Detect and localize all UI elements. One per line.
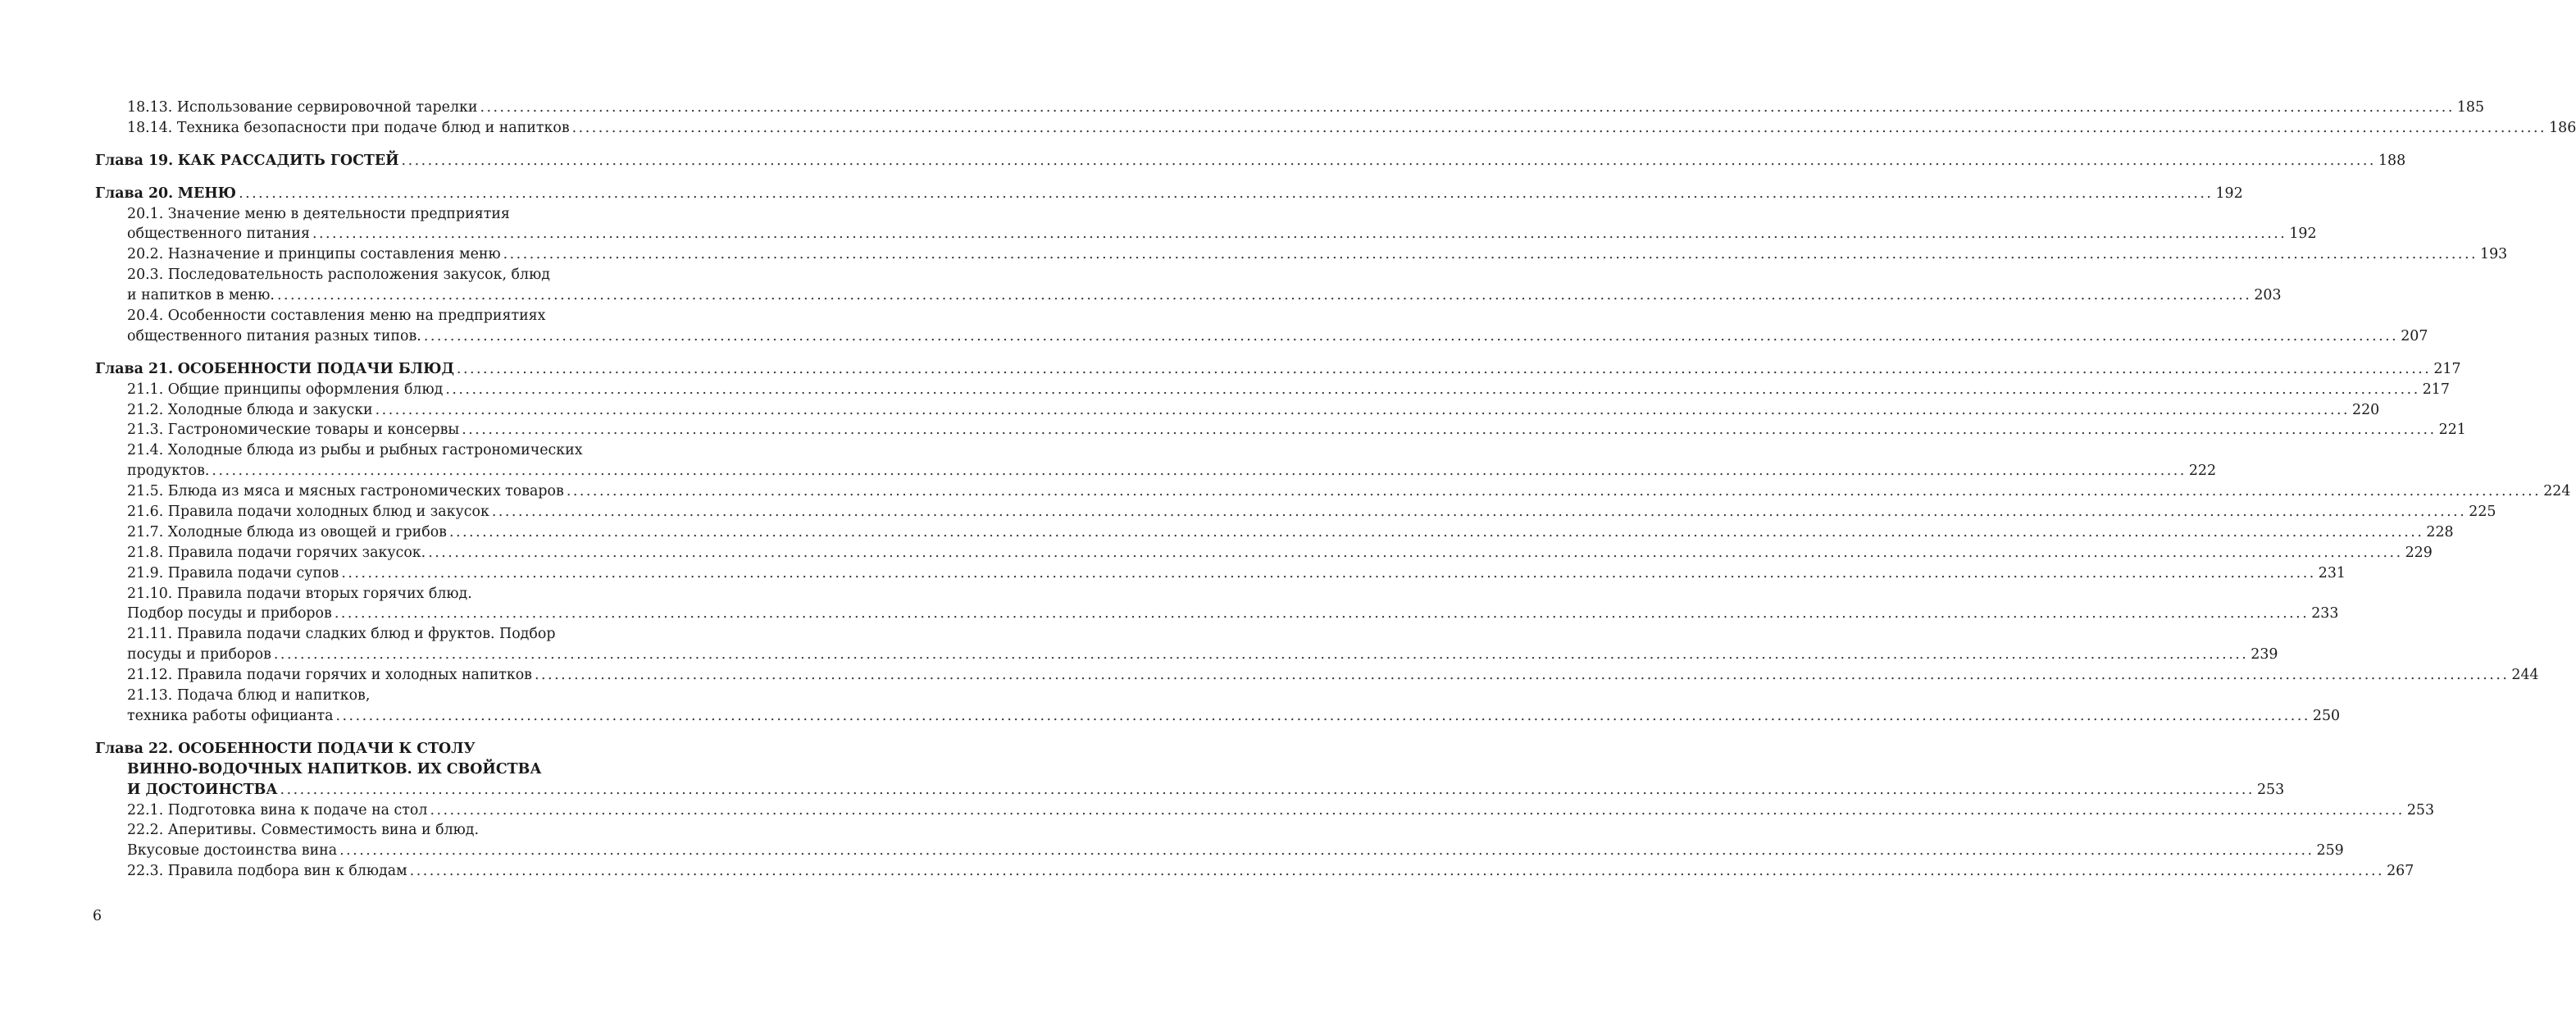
dot-leader: ............................................................................................................................................................................................................................................................................................................ [503, 246, 2478, 263]
page-ref: 229 [2405, 544, 2433, 561]
chapter-title: ВИННО-ВОДОЧНЫХ НАПИТКОВ. ИХ СВОЙСТВА [127, 760, 542, 778]
dot-leader: ............................................................................................................................................................................................................................................................................................................ [534, 667, 2510, 684]
page-ref: 225 [2469, 504, 2496, 521]
dot-leader: ............................................................................................................................................................................................................................................................................................................ [430, 801, 2405, 819]
entry-title: 21.10. Правила подачи вторых горячих блюд. [127, 585, 472, 602]
page-number: 6 [93, 908, 102, 924]
toc-entry [0, 645, 2278, 665]
entry-title: 21.1. Общие принципы оформления блюд [127, 381, 444, 398]
toc-entry [0, 265, 742, 285]
dot-leader: ............................................................................................................................................................................................................................................................................................................ [423, 327, 2399, 344]
table-of-contents [0, 98, 2576, 882]
dot-leader: ............................................................................................................................................................................................................................................................................................................ [212, 463, 2187, 480]
entry-title: 20.4. Особенности составления меню на предприятиях [127, 308, 546, 325]
entry-title: 21.12. Правила подачи горячих и холодных напитков [127, 667, 532, 684]
chapter-heading [0, 359, 2461, 380]
entry-title: 21.4. Холодные блюда из рыбы и рыбных гастрономических [127, 442, 583, 459]
page-ref: 233 [2311, 605, 2339, 623]
entry-title: техника работы официанта [127, 707, 334, 724]
entry-title: 18.13. Использование сервировочной тарелки [127, 99, 478, 116]
chapter-heading [0, 184, 2243, 204]
page-ref: 224 [2543, 483, 2571, 500]
dot-leader: ............................................................................................................................................................................................................................................................................................................ [445, 381, 2420, 398]
toc-entry [0, 686, 742, 706]
toc-entry [0, 420, 2466, 440]
entry-title: 20.1. Значение меню в деятельности предприятия [127, 205, 510, 222]
entry-title: продуктов. [127, 463, 210, 480]
toc-entry [0, 604, 2339, 624]
chapter-title: ОСОБЕННОСТИ ПОДАЧИ БЛЮД [177, 360, 454, 377]
page-ref: 253 [2406, 801, 2435, 819]
toc-entry [0, 326, 2428, 347]
entry-title: 21.11. Правила подачи сладких блюд и фруктов. Подбор [127, 626, 556, 643]
entry-title: общественного питания разных типов. [127, 327, 421, 344]
entry-title: 21.6. Правила подачи холодных блюд и закусок [127, 504, 489, 521]
toc-entry [0, 380, 2450, 400]
entry-title: 20.2. Назначение и принципы составления меню [127, 246, 501, 263]
chapter-spacer [0, 139, 742, 151]
toc-entry [0, 584, 742, 604]
chapter-heading [0, 759, 742, 780]
dot-leader: ............................................................................................................................................................................................................................................................................................................ [571, 119, 2547, 136]
dot-leader: ............................................................................................................................................................................................................................................................................................................ [334, 605, 2310, 623]
dot-leader: ............................................................................................................................................................................................................................................................................................................ [462, 422, 2437, 439]
entry-title: 21.13. Подача блюд и напитков, [127, 687, 371, 705]
entry-title: Подбор посуды и приборов [127, 605, 332, 623]
page-ref: 222 [2188, 463, 2217, 480]
toc-entry [0, 244, 2508, 265]
chapter-title: МЕНЮ [177, 185, 237, 202]
toc-entry [0, 98, 2485, 118]
page-ref: 192 [2289, 226, 2317, 243]
chapter-heading [0, 780, 2285, 800]
dot-leader: ............................................................................................................................................................................................................................................................................................................ [448, 523, 2424, 540]
chapter-label: Глава 21. [95, 360, 174, 377]
entry-title: 22.3. Правила подбора вин к блюдам [127, 863, 407, 880]
page-ref: 239 [2251, 646, 2278, 664]
entry-title: Вкусовые достоинства вина [127, 842, 338, 860]
page-ref: 253 [2256, 781, 2285, 798]
chapter-title: ОСОБЕННОСТИ ПОДАЧИ К СТОЛУ [178, 740, 476, 757]
page-ref: 217 [2433, 360, 2461, 377]
chapter-label: Глава 22. [95, 740, 174, 757]
toc-entry [0, 285, 2282, 306]
chapter-spacer [0, 727, 742, 739]
entry-title: общественного питания [127, 226, 310, 243]
toc-entry [0, 400, 2380, 421]
page-ref: 203 [2254, 287, 2282, 304]
chapter-heading [0, 151, 2406, 171]
toc-entry [0, 624, 742, 645]
toc-entry [0, 461, 2217, 481]
toc-entry [0, 563, 2346, 584]
toc-entry [0, 306, 742, 326]
toc-entry [0, 665, 2539, 686]
chapter-label: Глава 19. [95, 152, 174, 169]
entry-title: 21.7. Холодные блюда из овощей и грибов [127, 523, 447, 540]
page-ref: 244 [2511, 667, 2539, 684]
toc-entry [0, 440, 742, 461]
dot-leader: ............................................................................................................................................................................................................................................................................................................ [456, 360, 2432, 377]
page-ref: 188 [2378, 152, 2406, 169]
page-ref: 186 [2549, 119, 2576, 136]
toc-entry [0, 118, 2576, 139]
page-ref: 267 [2387, 863, 2414, 880]
entry-title: 22.1. Подготовка вина к подаче на стол [127, 801, 428, 819]
entry-title: 21.2. Холодные блюда и закуски [127, 401, 373, 418]
page-ref: 207 [2401, 327, 2428, 344]
chapter-label: Глава 20. [95, 185, 174, 202]
toc-entry [0, 543, 2433, 563]
page-ref: 220 [2352, 401, 2380, 418]
toc-entry [0, 481, 2571, 502]
toc-entry [0, 800, 2435, 821]
dot-leader: ............................................................................................................................................................................................................................................................................................................ [491, 504, 2467, 521]
entry-title: 21.5. Блюда из мяса и мясных гастрономических товаров [127, 483, 564, 500]
page-ref: 192 [2215, 185, 2243, 202]
dot-leader: ............................................................................................................................................................................................................................................................................................................ [312, 226, 2287, 243]
entry-title: 21.3. Гастрономические товары и консервы [127, 422, 460, 439]
dot-leader: ............................................................................................................................................................................................................................................................................................................ [273, 646, 2249, 664]
entry-title: 18.14. Техника безопасности при подаче блюд и напитков [127, 119, 570, 136]
page-ref: 231 [2318, 564, 2346, 581]
dot-leader: ............................................................................................................................................................................................................................................................................................................ [409, 863, 2385, 880]
dot-leader: ............................................................................................................................................................................................................................................................................................................ [280, 781, 2255, 798]
dot-leader: ............................................................................................................................................................................................................................................................................................................ [341, 564, 2316, 581]
dot-leader: ............................................................................................................................................................................................................................................................................................................ [339, 842, 2314, 860]
toc-entry [0, 224, 2317, 244]
dot-leader: ............................................................................................................................................................................................................................................................................................................ [335, 707, 2310, 724]
dot-leader: ............................................................................................................................................................................................................................................................................................................ [239, 185, 2214, 202]
page-ref: 250 [2312, 707, 2341, 724]
chapter-spacer [0, 171, 742, 184]
dot-leader: ............................................................................................................................................................................................................................................................................................................ [480, 99, 2455, 116]
dot-leader: ............................................................................................................................................................................................................................................................................................................ [566, 483, 2542, 500]
page-ref: 221 [2438, 422, 2466, 439]
toc-entry [0, 706, 2341, 727]
entry-title: 21.9. Правила подачи супов [127, 564, 339, 581]
chapter-title: И ДОСТОИНСТВА [127, 781, 278, 798]
page-ref: 193 [2480, 246, 2508, 263]
chapter-title: КАК РАССАДИТЬ ГОСТЕЙ [177, 152, 399, 169]
chapter-heading [0, 739, 742, 759]
entry-title: 21.8. Правила подачи горячих закусок. [127, 544, 426, 561]
toc-entry [0, 522, 2454, 543]
entry-title: и напитков в меню. [127, 287, 275, 304]
dot-leader: ............................................................................................................................................................................................................................................................................................................ [401, 152, 2376, 169]
dot-leader: ............................................................................................................................................................................................................................................................................................................ [375, 401, 2351, 418]
toc-entry [0, 861, 2414, 882]
toc-entry [0, 841, 2344, 861]
toc-entry [0, 820, 742, 841]
toc-entry [0, 502, 2496, 522]
entry-title: посуды и приборов [127, 646, 271, 664]
page-ref: 217 [2422, 381, 2450, 398]
page-ref: 259 [2316, 842, 2344, 860]
page-ref: 228 [2426, 523, 2454, 540]
toc-entry [0, 204, 742, 225]
page-ref: 185 [2456, 99, 2485, 116]
chapter-spacer [0, 347, 742, 359]
entry-title: 22.2. Аперитивы. Совместимость вина и блюд. [127, 822, 480, 839]
entry-title: 20.3. Последовательность расположения закусок, блюд [127, 267, 550, 284]
dot-leader: ............................................................................................................................................................................................................................................................................................................ [428, 544, 2403, 561]
dot-leader: ............................................................................................................................................................................................................................................................................................................ [276, 287, 2252, 304]
